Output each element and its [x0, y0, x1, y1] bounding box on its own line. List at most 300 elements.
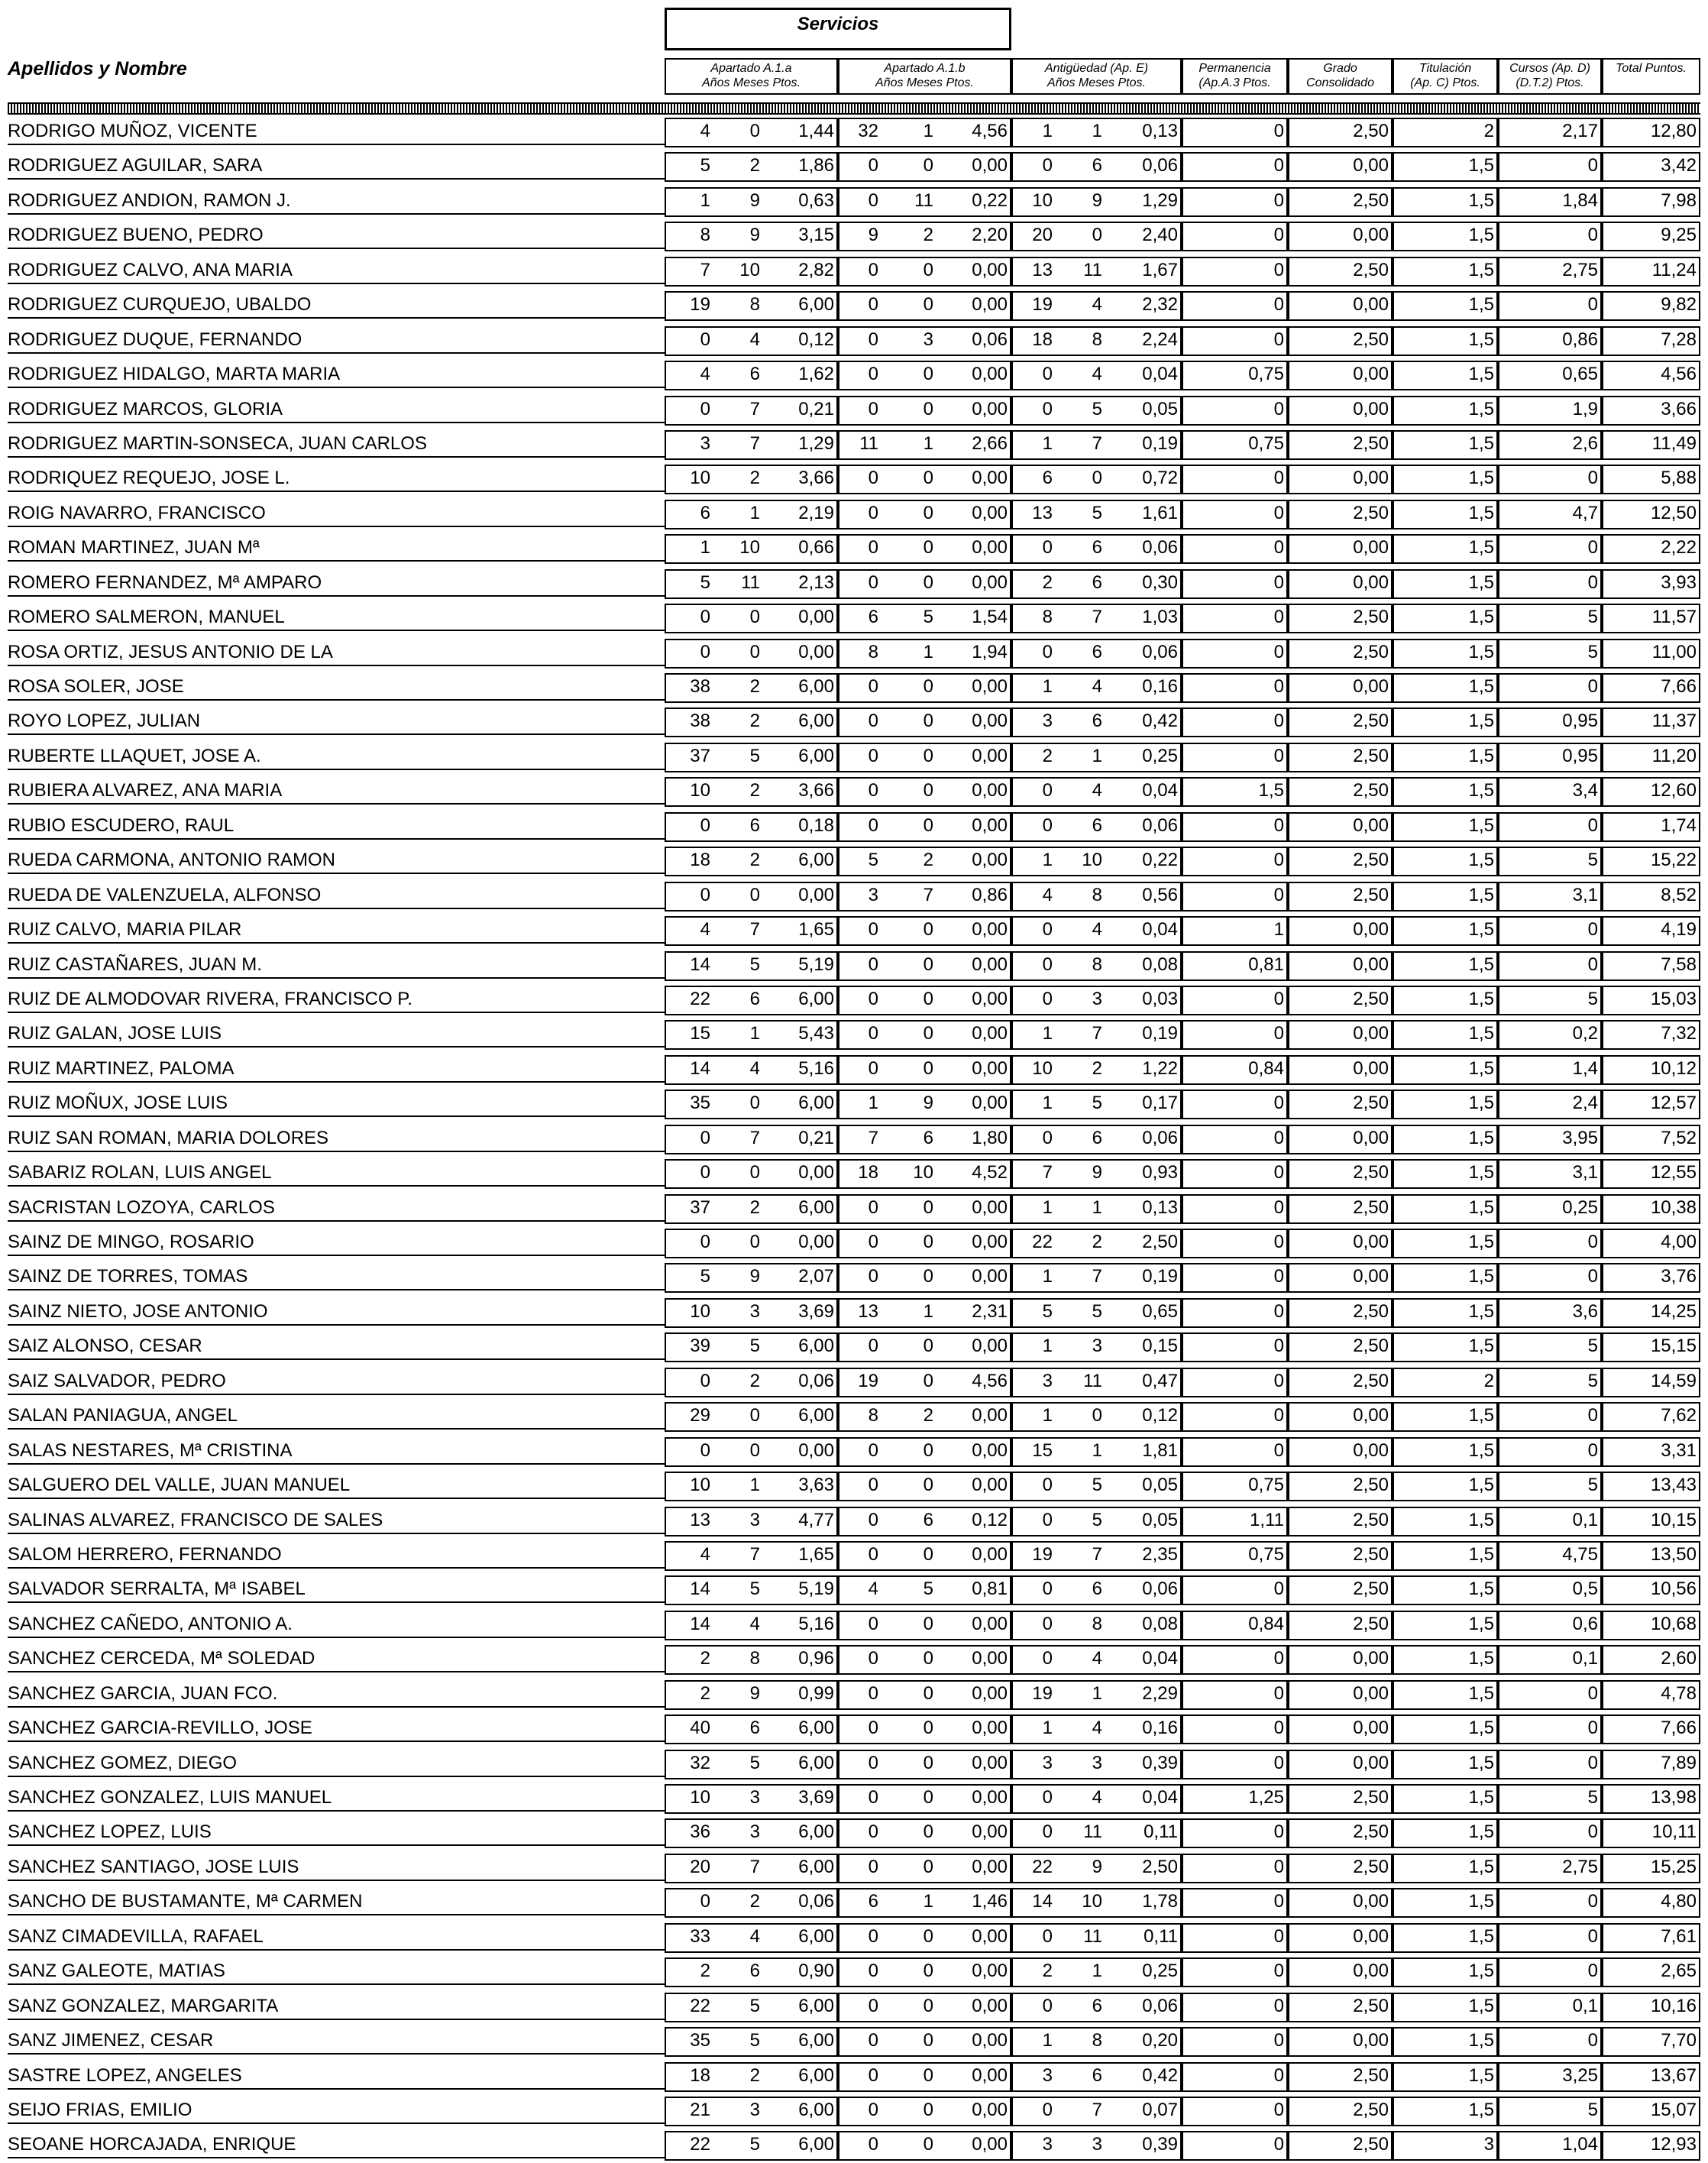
cell-total: 7,28 [1661, 329, 1697, 350]
cell-a1a-ptos: 2,19 [798, 502, 834, 523]
cell-grado: 0,00 [1353, 537, 1389, 559]
cell-cursos: 0 [1587, 1682, 1598, 1704]
cell-a1b-ptos: 0,00 [972, 780, 1008, 801]
cell-permanencia: 0 [1273, 1336, 1284, 1357]
header-ant-line2: Años Meses Ptos. [1047, 76, 1146, 89]
cell-total: 9,82 [1661, 294, 1697, 316]
cell-grado: 0,00 [1353, 2030, 1389, 2051]
row-name: RODRIGUEZ CALVO, ANA MARIA [8, 257, 665, 284]
cell-total: 11,57 [1651, 607, 1697, 628]
row-name: SANCHEZ GONZALEZ, LUIS MANUEL [8, 1784, 665, 1812]
cell-a1a-meses: 2 [749, 1370, 760, 1391]
cell-a1a-ptos: 2,07 [798, 1266, 834, 1287]
cell-group [1182, 1715, 1288, 1744]
cell-grado: 2,50 [1353, 1475, 1389, 1496]
cell-a1b-meses: 10 [913, 1162, 933, 1183]
cell-a1a-meses: 1 [749, 1475, 760, 1496]
cell-a1a-ptos: 6,00 [798, 676, 834, 697]
cell-a1a-meses: 2 [749, 155, 760, 176]
cell-ant-ptos: 0,25 [1142, 1961, 1178, 1982]
cell-cursos: 0 [1587, 155, 1598, 176]
cell-ant-ptos: 2,24 [1142, 329, 1178, 350]
cell-ant-ptos: 1,67 [1142, 259, 1178, 280]
cell-a1a-ptos: 1,86 [798, 155, 834, 176]
cell-a1a-anos: 22 [690, 1995, 710, 2016]
cell-group [1182, 916, 1288, 946]
cell-a1b-ptos: 0,00 [972, 537, 1008, 559]
cell-a1b-anos: 6 [868, 1891, 878, 1912]
cell-a1b-ptos: 0,00 [972, 919, 1008, 941]
cell-a1b-anos: 0 [868, 1718, 878, 1739]
cell-a1a-anos: 10 [690, 1475, 710, 1496]
row-name: SANCHEZ CAÑEDO, ANTONIO A. [8, 1611, 665, 1638]
row-name: RUIZ DE ALMODOVAR RIVERA, FRANCISCO P. [8, 986, 665, 1013]
cell-cursos: 0 [1587, 954, 1598, 975]
cell-ant-meses: 8 [1092, 884, 1102, 905]
table-row [0, 2059, 1708, 2093]
cell-titulacion: 1,5 [1468, 259, 1494, 280]
cell-total: 11,49 [1651, 432, 1697, 454]
cell-permanencia: 0 [1273, 1127, 1284, 1148]
cell-grado: 2,50 [1353, 2064, 1389, 2086]
cell-total: 14,59 [1650, 1370, 1697, 1391]
cell-cursos: 0 [1587, 814, 1598, 836]
cell-a1b-meses: 0 [923, 294, 933, 316]
cell-a1a-ptos: 3,63 [798, 1475, 834, 1496]
cell-a1a-ptos: 6,00 [798, 1405, 834, 1426]
cell-ant-anos: 13 [1032, 259, 1053, 280]
cell-a1a-ptos: 6,00 [798, 2064, 834, 2086]
cell-a1b-meses: 0 [923, 1475, 933, 1496]
cell-ant-ptos: 0,06 [1142, 814, 1178, 836]
cell-ant-anos: 0 [1042, 537, 1053, 559]
cell-permanencia: 0 [1273, 2064, 1284, 2086]
cell-cursos: 1,4 [1572, 1057, 1598, 1079]
cell-ant-anos: 0 [1042, 954, 1053, 975]
table-row [0, 1538, 1708, 1572]
cell-a1b-meses: 0 [923, 1961, 933, 1982]
cell-group [1498, 569, 1602, 599]
cell-group [1182, 1437, 1288, 1467]
table-row [0, 1260, 1708, 1294]
cell-cursos: 0 [1587, 1925, 1598, 1947]
cell-a1a-anos: 22 [690, 988, 710, 1009]
cell-a1b-meses: 0 [923, 398, 933, 419]
table-row [0, 740, 1708, 774]
row-name: ROSA SOLER, JOSE [8, 673, 665, 701]
row-name: SALAN PANIAGUA, ANGEL [8, 1402, 665, 1430]
cell-a1b-anos: 0 [868, 1543, 878, 1565]
cell-group [1182, 1854, 1288, 1883]
cell-a1b-anos: 9 [868, 225, 878, 246]
cell-permanencia: 0,75 [1248, 364, 1284, 385]
cell-a1a-meses: 2 [749, 676, 760, 697]
cell-grado: 2,50 [1353, 502, 1389, 523]
table-row [0, 323, 1708, 358]
cell-a1a-anos: 5 [700, 155, 710, 176]
cell-a1b-meses: 3 [923, 329, 933, 350]
cell-titulacion: 1,5 [1468, 537, 1494, 559]
row-name: RUBIERA ALVAREZ, ANA MARIA [8, 777, 665, 805]
cell-a1a-anos: 33 [690, 1925, 710, 1947]
cell-cursos: 5 [1587, 1370, 1598, 1391]
cell-permanencia: 0 [1273, 398, 1284, 419]
cell-a1b-ptos: 0,00 [972, 364, 1008, 385]
cell-ant-meses: 9 [1092, 1856, 1102, 1877]
cell-cursos: 2,4 [1572, 1093, 1598, 1114]
cell-ant-ptos: 0,07 [1142, 2099, 1178, 2120]
cell-a1a-ptos: 0,00 [798, 1162, 834, 1183]
cell-a1b-anos: 0 [868, 2099, 878, 2120]
cell-grado: 0,00 [1353, 1961, 1389, 1982]
cell-total: 3,66 [1661, 398, 1697, 419]
cell-a1a-anos: 7 [700, 259, 710, 280]
cell-a1a-ptos: 0,90 [798, 1961, 834, 1982]
cell-ant-meses: 11 [1083, 1370, 1102, 1391]
cell-a1b-ptos: 0,12 [972, 1509, 1008, 1530]
cell-ant-ptos: 2,29 [1142, 1682, 1178, 1704]
cell-ant-ptos: 1,78 [1142, 1891, 1178, 1912]
cell-a1a-meses: 2 [749, 1196, 760, 1218]
table-row [0, 704, 1708, 739]
cell-a1a-ptos: 0,00 [798, 641, 834, 662]
cell-ant-ptos: 0,05 [1142, 398, 1178, 419]
cell-grado: 2,50 [1353, 1613, 1389, 1634]
cell-ant-anos: 0 [1042, 364, 1053, 385]
cell-group [1498, 1888, 1602, 1918]
cell-ant-meses: 7 [1092, 607, 1102, 628]
cell-cursos: 1,84 [1562, 189, 1598, 211]
table-row [0, 497, 1708, 531]
cell-a1b-anos: 8 [868, 1405, 878, 1426]
cell-cursos: 0 [1587, 1266, 1598, 1287]
cell-a1b-anos: 0 [868, 1613, 878, 1634]
cell-total: 14,25 [1650, 1300, 1697, 1322]
row-name: SEOANE HORCAJADA, ENRIQUE [8, 2131, 665, 2158]
cell-grado: 0,00 [1353, 1405, 1389, 1426]
cell-permanencia: 0 [1273, 329, 1284, 350]
cell-a1a-meses: 6 [749, 1718, 760, 1739]
cell-ant-meses: 10 [1082, 850, 1102, 871]
cell-cursos: 3,1 [1572, 884, 1598, 905]
row-name: SALVADOR SERRALTA, Mª ISABEL [8, 1575, 665, 1603]
cell-group [1182, 812, 1288, 842]
cell-a1b-anos: 8 [868, 641, 878, 662]
cell-cursos: 0 [1587, 2030, 1598, 2051]
cell-a1b-ptos: 0,00 [972, 1405, 1008, 1426]
cell-a1a-anos: 10 [690, 1300, 710, 1322]
cell-a1b-ptos: 0,00 [972, 1093, 1008, 1114]
cell-ant-anos: 0 [1042, 641, 1053, 662]
services-title: Servicios [665, 8, 1011, 50]
cell-total: 15,15 [1650, 1336, 1697, 1357]
cell-a1b-meses: 0 [923, 2099, 933, 2120]
cell-group [1498, 1332, 1602, 1362]
cell-permanencia: 1,25 [1248, 1787, 1284, 1808]
cell-total: 3,31 [1661, 1439, 1697, 1461]
header-tit-line1: Titulación [1418, 62, 1472, 75]
cell-titulacion: 1,5 [1468, 1266, 1494, 1287]
row-name: RODRIGO MUÑOZ, VICENTE [8, 118, 665, 145]
cell-group [1498, 2097, 1602, 2126]
cell-a1b-ptos: 0,00 [972, 1543, 1008, 1565]
table-row [0, 254, 1708, 288]
cell-ant-anos: 1 [1042, 1023, 1053, 1044]
cell-a1b-meses: 0 [923, 364, 933, 385]
cell-a1b-ptos: 4,56 [972, 1370, 1008, 1391]
cell-a1a-ptos: 6,00 [798, 1093, 834, 1114]
cell-grado: 0,00 [1353, 1718, 1389, 1739]
cell-a1a-anos: 39 [690, 1336, 710, 1357]
cell-permanencia: 0 [1273, 1023, 1284, 1044]
cell-permanencia: 0,75 [1248, 1475, 1284, 1496]
cell-a1b-anos: 0 [868, 468, 878, 489]
cell-titulacion: 1,5 [1468, 1648, 1494, 1669]
cell-a1a-ptos: 0,66 [798, 537, 834, 559]
cell-group [1182, 604, 1288, 633]
cell-a1a-ptos: 0,96 [798, 1648, 834, 1669]
cell-a1b-meses: 0 [923, 1266, 933, 1287]
cell-total: 7,70 [1661, 2030, 1697, 2051]
cell-ant-meses: 6 [1092, 1995, 1102, 2016]
cell-a1a-ptos: 0,99 [798, 1682, 834, 1704]
cell-ant-anos: 8 [1042, 607, 1053, 628]
cell-a1a-ptos: 1,65 [798, 1543, 834, 1565]
cell-group [1182, 1993, 1288, 2022]
cell-a1a-ptos: 6,00 [798, 1196, 834, 1218]
cell-ant-ptos: 0,11 [1144, 1925, 1178, 1947]
cell-group [1393, 1368, 1498, 1397]
cell-a1b-anos: 0 [868, 1821, 878, 1843]
cell-grado: 0,00 [1353, 364, 1389, 385]
cell-grado: 2,50 [1353, 780, 1389, 801]
cell-a1b-meses: 5 [923, 1579, 933, 1600]
cell-a1a-ptos: 0,21 [798, 398, 834, 419]
cell-group [1182, 1125, 1288, 1154]
cell-a1b-ptos: 0,00 [972, 711, 1008, 732]
cell-total: 4,80 [1661, 1891, 1697, 1912]
cell-permanencia: 0 [1273, 1856, 1284, 1877]
cell-ant-ptos: 0,93 [1142, 1162, 1178, 1183]
cell-ant-anos: 22 [1032, 1232, 1053, 1252]
cell-group [1182, 882, 1288, 912]
cell-group [1498, 1437, 1602, 1467]
cell-ant-anos: 19 [1032, 1543, 1053, 1565]
cell-titulacion: 1,5 [1468, 364, 1494, 385]
cell-a1a-ptos: 6,00 [798, 2134, 834, 2155]
cell-ant-ptos: 1,81 [1142, 1439, 1178, 1461]
cell-a1b-meses: 1 [923, 121, 933, 141]
row-name: RODRIGUEZ MARCOS, GLORIA [8, 396, 665, 423]
row-name: SANCHEZ LOPEZ, LUIS [8, 1818, 665, 1846]
cell-titulacion: 1,5 [1468, 1961, 1494, 1982]
cell-a1b-meses: 0 [923, 1232, 933, 1252]
cell-titulacion: 1,5 [1468, 1232, 1494, 1252]
cell-a1b-anos: 5 [868, 850, 878, 871]
cell-ant-anos: 1 [1042, 121, 1053, 141]
cell-a1a-meses: 0 [749, 121, 760, 141]
cell-group [1498, 1263, 1602, 1293]
cell-ant-meses: 6 [1092, 537, 1102, 559]
row-name: SALINAS ALVAREZ, FRANCISCO DE SALES [8, 1507, 665, 1534]
cell-cursos: 4,75 [1562, 1543, 1598, 1565]
cell-ant-ptos: 2,40 [1142, 225, 1178, 246]
cell-total: 12,93 [1650, 2134, 1697, 2155]
row-name: SANCHEZ GARCIA, JUAN FCO. [8, 1680, 665, 1708]
cell-cursos: 0,95 [1562, 711, 1598, 732]
header-cur-line1: Cursos (Ap. D) [1509, 62, 1590, 75]
cell-a1a-meses: 8 [749, 294, 760, 316]
header-a1b-line2: Años Meses Ptos. [875, 76, 974, 89]
table-row [0, 1156, 1708, 1190]
cell-group [1182, 465, 1288, 494]
cell-a1a-meses: 5 [749, 1995, 760, 2016]
cell-total: 10,15 [1650, 1509, 1697, 1530]
cell-ant-anos: 19 [1032, 294, 1053, 316]
cell-titulacion: 1,5 [1468, 676, 1494, 697]
cell-a1a-anos: 5 [700, 1266, 710, 1287]
cell-ant-ptos: 1,61 [1142, 502, 1178, 523]
cell-grado: 2,50 [1353, 1162, 1389, 1183]
cell-titulacion: 1,5 [1468, 641, 1494, 662]
cell-grado: 2,50 [1353, 2134, 1389, 2155]
cell-group [1182, 1818, 1288, 1848]
row-name: SAIZ ALONSO, CESAR [8, 1332, 665, 1360]
cell-permanencia: 0 [1273, 641, 1284, 662]
cell-a1b-anos: 0 [868, 2064, 878, 2086]
cell-permanencia: 0 [1273, 468, 1284, 489]
cell-titulacion: 1,5 [1468, 745, 1494, 766]
cell-ant-anos: 0 [1042, 155, 1053, 176]
cell-permanencia: 0 [1273, 1648, 1284, 1669]
cell-grado: 2,50 [1353, 1336, 1389, 1357]
cell-a1a-ptos: 5,16 [798, 1613, 834, 1634]
cell-a1a-meses: 9 [749, 1266, 760, 1287]
cell-a1b-anos: 0 [868, 814, 878, 836]
cell-a1a-meses: 0 [749, 1405, 760, 1426]
header-a1b-line1: Apartado A.1.b [884, 62, 966, 75]
cell-permanencia: 0 [1273, 1300, 1284, 1322]
cell-titulacion: 1,5 [1468, 294, 1494, 316]
cell-group [1182, 1680, 1288, 1710]
table-row [0, 566, 1708, 601]
cell-group [1182, 534, 1288, 564]
cell-group [1393, 118, 1498, 147]
cell-titulacion: 1,5 [1468, 1787, 1494, 1808]
cell-ant-meses: 1 [1092, 745, 1102, 766]
cell-grado: 0,00 [1353, 1266, 1389, 1287]
cell-a1b-anos: 0 [868, 1196, 878, 1218]
cell-titulacion: 1,5 [1468, 1821, 1494, 1843]
cell-a1b-anos: 4 [868, 1579, 878, 1600]
cell-titulacion: 1,5 [1468, 1475, 1494, 1496]
cell-cursos: 0 [1587, 1752, 1598, 1773]
cell-a1b-anos: 0 [868, 988, 878, 1009]
cell-ant-anos: 5 [1042, 1300, 1053, 1322]
table-row [0, 809, 1708, 844]
table-row [0, 1885, 1708, 1919]
cell-ant-ptos: 0,05 [1142, 1475, 1178, 1496]
cell-group [1498, 152, 1602, 182]
cell-total: 2,65 [1661, 1961, 1697, 1982]
cell-titulacion: 1,5 [1468, 329, 1494, 350]
cell-ant-meses: 7 [1092, 2099, 1102, 2120]
cell-a1b-ptos: 0,00 [972, 1613, 1008, 1634]
cell-a1a-anos: 19 [690, 294, 710, 316]
cell-a1a-meses: 5 [749, 954, 760, 975]
cell-permanencia: 0 [1273, 2099, 1284, 2120]
cell-titulacion: 1,5 [1468, 1718, 1494, 1739]
header-divider [8, 102, 1700, 115]
cell-total: 13,43 [1650, 1475, 1697, 1496]
cell-titulacion: 1,5 [1468, 1579, 1494, 1600]
cell-a1a-meses: 7 [749, 919, 760, 941]
cell-ant-anos: 1 [1042, 1266, 1053, 1287]
cell-permanencia: 0 [1273, 1891, 1284, 1912]
cell-a1a-meses: 3 [749, 1300, 760, 1322]
cell-group [1182, 1229, 1288, 1258]
cell-ant-anos: 3 [1042, 1370, 1053, 1391]
table-row [0, 1365, 1708, 1399]
row-name: SANZ GONZALEZ, MARGARITA [8, 1993, 665, 2020]
cell-a1b-ptos: 0,00 [972, 1821, 1008, 1843]
cell-ant-meses: 8 [1092, 2030, 1102, 2051]
cell-permanencia: 1,11 [1250, 1509, 1284, 1530]
row-name: SANCHEZ GOMEZ, DIEGO [8, 1750, 665, 1777]
cell-a1b-meses: 6 [923, 1509, 933, 1530]
cell-a1b-meses: 0 [923, 676, 933, 697]
cell-a1b-meses: 11 [914, 189, 933, 211]
cell-grado: 2,50 [1353, 1543, 1389, 1565]
cell-group [1498, 1784, 1602, 1814]
cell-cursos: 2,75 [1562, 1856, 1598, 1877]
cell-group [1182, 743, 1288, 772]
cell-ant-anos: 0 [1042, 1821, 1053, 1843]
header-total-line1: Total Puntos. [1616, 62, 1687, 75]
cell-a1a-meses: 5 [749, 1752, 760, 1773]
cell-cursos: 0,1 [1572, 1995, 1598, 2016]
cell-a1a-ptos: 6,00 [798, 850, 834, 871]
cell-group [1498, 639, 1602, 669]
cell-permanencia: 0,84 [1248, 1057, 1284, 1079]
cell-a1b-ptos: 0,81 [972, 1579, 1008, 1600]
cell-total: 2,60 [1661, 1648, 1697, 1669]
cell-a1b-ptos: 1,46 [972, 1891, 1008, 1912]
cell-ant-anos: 7 [1042, 1162, 1053, 1183]
cell-cursos: 0 [1587, 1891, 1598, 1912]
cell-ant-meses: 7 [1092, 1023, 1102, 1044]
cell-a1b-anos: 0 [868, 294, 878, 316]
cell-a1a-anos: 38 [690, 711, 710, 732]
cell-titulacion: 1,5 [1468, 919, 1494, 941]
cell-titulacion: 1,5 [1468, 572, 1494, 593]
cell-cursos: 0 [1587, 225, 1598, 246]
cell-ant-anos: 6 [1042, 468, 1053, 489]
cell-total: 10,16 [1650, 1995, 1697, 2016]
cell-cursos: 0 [1587, 572, 1598, 593]
cell-a1a-meses: 10 [739, 537, 760, 559]
cell-a1b-meses: 0 [923, 1856, 933, 1877]
cell-group [1182, 847, 1288, 876]
cell-group [1498, 1957, 1602, 1987]
table-row [0, 288, 1708, 322]
table-row [0, 670, 1708, 704]
cell-group [1182, 2097, 1288, 2126]
cell-cursos: 1,9 [1572, 398, 1598, 419]
table-row [0, 1608, 1708, 1642]
cell-a1b-ptos: 0,00 [972, 1475, 1008, 1496]
row-name: SANZ JIMENEZ, CESAR [8, 2027, 665, 2055]
